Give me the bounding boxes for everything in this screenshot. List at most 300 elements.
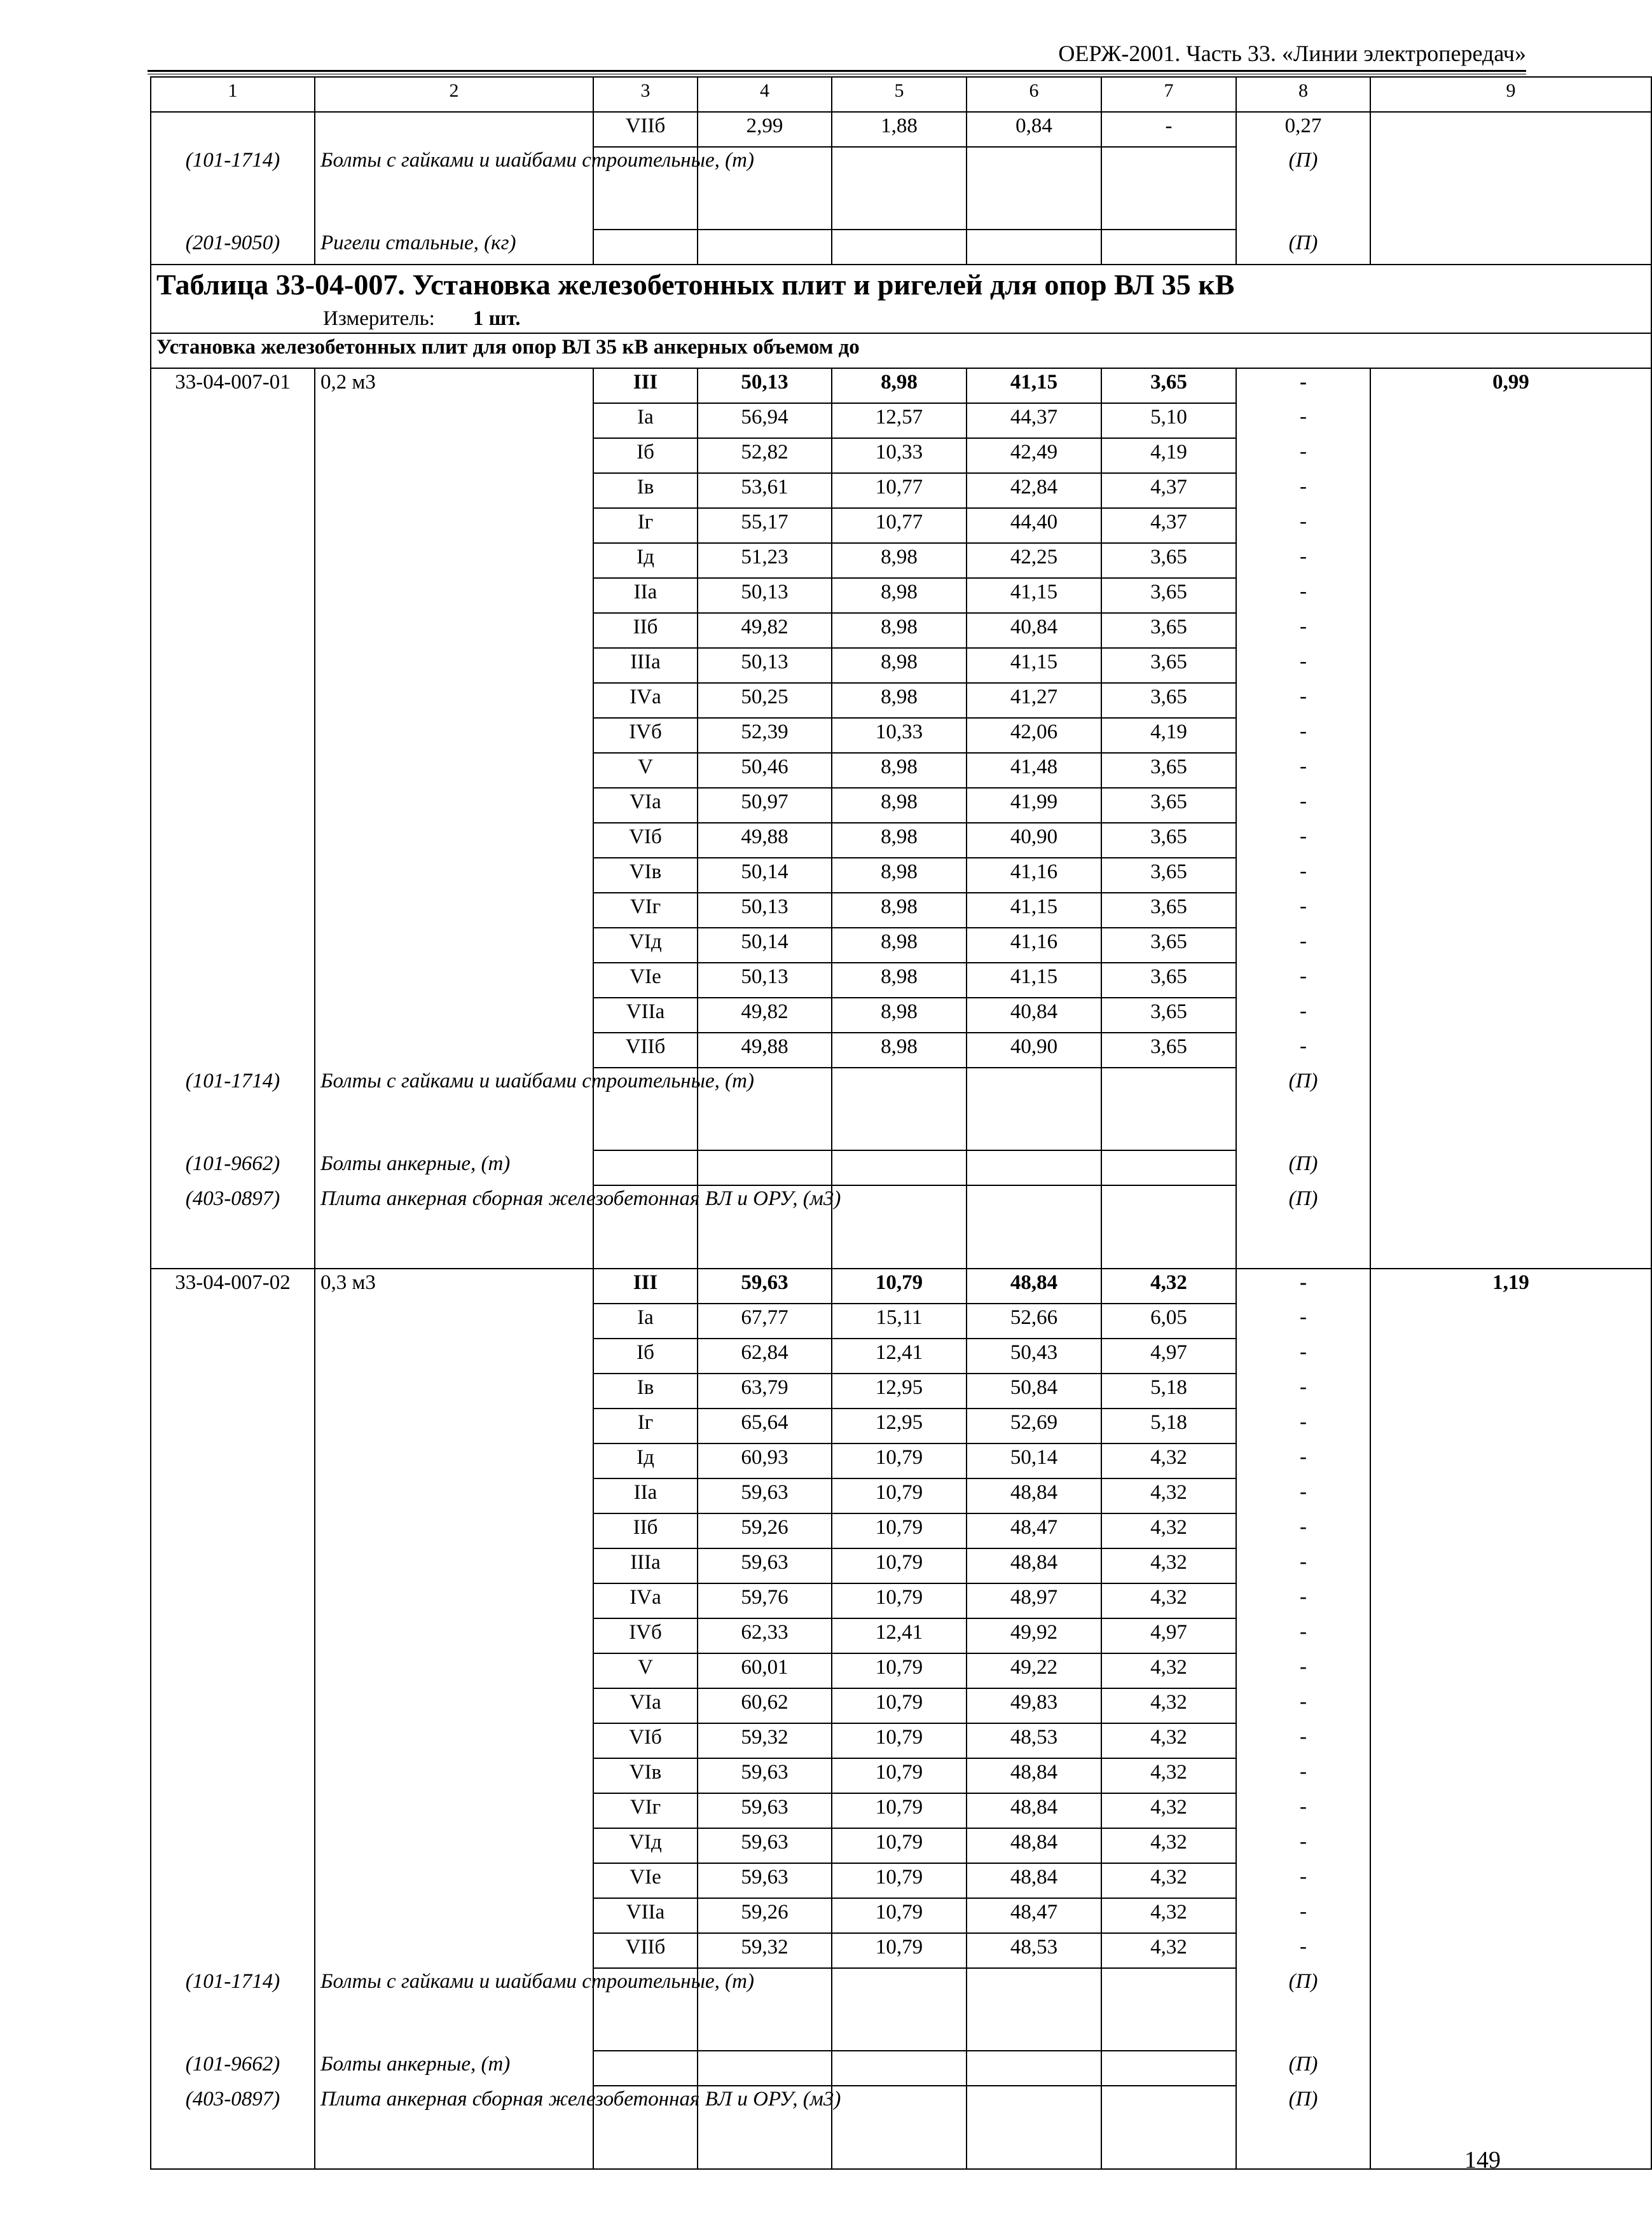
value-cell: 53,61 <box>698 473 832 508</box>
resource-name: Ригели стальные, (кг) <box>315 230 593 265</box>
zone-cell: VIа <box>593 1688 698 1723</box>
value-cell: 4,32 <box>1101 1548 1236 1583</box>
value-cell: 4,97 <box>1101 1618 1236 1653</box>
value-cell: 59,76 <box>698 1583 832 1618</box>
rate-row <box>151 823 1651 858</box>
carryover-resource-row <box>151 230 1651 265</box>
rate-row <box>151 1269 1651 1304</box>
value-cell: 49,92 <box>967 1618 1101 1653</box>
value-cell: 4,19 <box>1101 718 1236 753</box>
column-number: 7 <box>1101 77 1236 112</box>
value-cell: - <box>1236 368 1370 403</box>
value-cell: 49,88 <box>698 1033 832 1068</box>
zone-cell: IVб <box>593 718 698 753</box>
value-cell: - <box>1236 893 1370 928</box>
value-cell: 10,77 <box>832 473 967 508</box>
value-cell: 48,84 <box>967 1478 1101 1513</box>
rate-code: 33-04-007-02 <box>151 1269 315 1304</box>
zone-cell: Iа <box>593 1304 698 1339</box>
table-subtitle: Установка железобетонных плит для опор ВЛ 35 кВ анкерных объемом до <box>151 333 1651 368</box>
zone-cell: IVа <box>593 1583 698 1618</box>
value-cell: 50,46 <box>698 753 832 788</box>
value-cell: 4,32 <box>1101 1583 1236 1618</box>
value-cell: 60,62 <box>698 1688 832 1723</box>
value-cell: 65,64 <box>698 1409 832 1443</box>
value-cell: - <box>1236 1723 1370 1758</box>
rate-row <box>151 1793 1651 1828</box>
value-cell: 3,65 <box>1101 683 1236 718</box>
value-cell: 10,79 <box>832 1443 967 1478</box>
column-number-row <box>151 77 1651 112</box>
value-cell: 4,32 <box>1101 1688 1236 1723</box>
value-cell: - <box>1236 578 1370 613</box>
value-cell: 60,93 <box>698 1443 832 1478</box>
zone-cell: Iд <box>593 543 698 578</box>
value-cell: 48,84 <box>967 1758 1101 1793</box>
value-cell: 8,98 <box>832 753 967 788</box>
value-cell: 2,99 <box>698 112 832 147</box>
value-cell: 50,13 <box>698 648 832 683</box>
zone-cell: VIе <box>593 1863 698 1898</box>
value-cell: 40,90 <box>967 823 1101 858</box>
value-cell: - <box>1236 1409 1370 1443</box>
value-cell: 59,26 <box>698 1898 832 1933</box>
value-cell: 41,15 <box>967 893 1101 928</box>
carryover-resource-row <box>151 147 1651 230</box>
value-cell: 50,14 <box>967 1443 1101 1478</box>
zone-cell: Iв <box>593 1374 698 1409</box>
value-cell: 3,65 <box>1101 1033 1236 1068</box>
value-cell: 48,84 <box>967 1793 1101 1828</box>
rate-row <box>151 963 1651 998</box>
value-cell: - <box>1236 613 1370 648</box>
resource-name: Болты анкерные, (т) <box>315 2051 593 2086</box>
value-cell: 48,47 <box>967 1513 1101 1548</box>
zone-cell: VIв <box>593 858 698 893</box>
value-cell: 50,13 <box>698 893 832 928</box>
column-number: 5 <box>832 77 967 112</box>
value-cell: 3,65 <box>1101 753 1236 788</box>
value-cell: 4,32 <box>1101 1269 1236 1304</box>
value-cell: 56,94 <box>698 403 832 438</box>
rate-row <box>151 438 1651 473</box>
value-cell: 4,32 <box>1101 1513 1236 1548</box>
value-cell: 10,33 <box>832 718 967 753</box>
value-cell: - <box>1236 1898 1370 1933</box>
value-cell: - <box>1236 1828 1370 1863</box>
value-cell: 4,32 <box>1101 1793 1236 1828</box>
value-cell: - <box>1236 683 1370 718</box>
value-cell: - <box>1236 1548 1370 1583</box>
rate-row <box>151 858 1651 893</box>
value-cell: 4,32 <box>1101 1443 1236 1478</box>
value-cell: 4,32 <box>1101 1723 1236 1758</box>
resource-unit: (П) <box>1236 1185 1370 1269</box>
rate-row <box>151 648 1651 683</box>
rate-row <box>151 1828 1651 1863</box>
rate-row <box>151 1304 1651 1339</box>
rate-row <box>151 1653 1651 1688</box>
rate-row <box>151 1898 1651 1933</box>
value-cell: 3,65 <box>1101 893 1236 928</box>
meter-label: Измеритель: <box>323 307 435 330</box>
value-cell: 3,65 <box>1101 578 1236 613</box>
value-cell: 50,13 <box>698 368 832 403</box>
value-cell: 12,95 <box>832 1374 967 1409</box>
value-cell: - <box>1236 928 1370 963</box>
zone-cell: VIд <box>593 928 698 963</box>
column-number: 3 <box>593 77 698 112</box>
column-number: 8 <box>1236 77 1370 112</box>
value-cell: 48,47 <box>967 1898 1101 1933</box>
value-cell: - <box>1236 858 1370 893</box>
zone-cell: Iа <box>593 403 698 438</box>
zone-cell: VIе <box>593 963 698 998</box>
value-cell: - <box>1236 963 1370 998</box>
value-cell: - <box>1236 1339 1370 1374</box>
value-cell: 15,11 <box>832 1304 967 1339</box>
rate-row <box>151 1583 1651 1618</box>
value-cell: 12,41 <box>832 1339 967 1374</box>
resource-code: (101-9662) <box>151 1150 315 1185</box>
rate-row <box>151 1723 1651 1758</box>
zone-cell: Iг <box>593 1409 698 1443</box>
rate-row <box>151 368 1651 403</box>
column-number: 1 <box>151 77 315 112</box>
resource-name: Болты с гайками и шайбами строительные, (т) <box>315 147 593 230</box>
value-cell: 12,57 <box>832 403 967 438</box>
value-cell: - <box>1236 1758 1370 1793</box>
rates-table-body <box>151 77 1651 2169</box>
value-cell: 8,98 <box>832 998 967 1033</box>
value-cell: 8,98 <box>832 1033 967 1068</box>
subtitle-row <box>151 333 1651 368</box>
zone-cell: VIIб <box>593 112 698 147</box>
zone-cell: VIв <box>593 1758 698 1793</box>
page-number: 149 <box>1464 2147 1501 2173</box>
value-cell: 50,13 <box>698 578 832 613</box>
value-cell: 10,33 <box>832 438 967 473</box>
value-cell: 10,79 <box>832 1793 967 1828</box>
rate-row <box>151 1478 1651 1513</box>
value-cell: 49,88 <box>698 823 832 858</box>
value-cell: 49,82 <box>698 613 832 648</box>
rate-row <box>151 1443 1651 1478</box>
zone-cell: Iв <box>593 473 698 508</box>
header-rule <box>148 70 1526 72</box>
value-cell: 8,98 <box>832 543 967 578</box>
resource-name: Плита анкерная сборная железобетонная ВЛ и ОРУ, (м3) <box>315 1185 593 1269</box>
value-cell: 4,37 <box>1101 473 1236 508</box>
rate-coefficient: 1,19 <box>1370 1269 1651 1304</box>
zone-cell: IIб <box>593 613 698 648</box>
rate-row <box>151 578 1651 613</box>
value-cell: 8,98 <box>832 788 967 823</box>
value-cell: 3,65 <box>1101 648 1236 683</box>
zone-cell: V <box>593 753 698 788</box>
value-cell: 8,98 <box>832 578 967 613</box>
resource-row <box>151 1150 1651 1185</box>
value-cell: 4,19 <box>1101 438 1236 473</box>
value-cell: 3,65 <box>1101 928 1236 963</box>
column-number: 2 <box>315 77 593 112</box>
value-cell: 41,99 <box>967 788 1101 823</box>
value-cell: - <box>1236 1033 1370 1068</box>
zone-cell: VIа <box>593 788 698 823</box>
value-cell: 41,16 <box>967 928 1101 963</box>
value-cell: 42,84 <box>967 473 1101 508</box>
resource-code: (101-1714) <box>151 1068 315 1150</box>
rate-row <box>151 1339 1651 1374</box>
resource-unit: (П) <box>1236 1968 1370 2051</box>
meter-line <box>156 305 1646 333</box>
value-cell: 63,79 <box>698 1374 832 1409</box>
zone-cell: VIIа <box>593 998 698 1033</box>
value-cell: 60,01 <box>698 1653 832 1688</box>
resource-name: Плита анкерная сборная железобетонная ВЛ и ОРУ, (м3) <box>315 2086 593 2169</box>
rate-row <box>151 753 1651 788</box>
rate-row <box>151 788 1651 823</box>
resource-code: (201-9050) <box>151 230 315 265</box>
value-cell: 48,53 <box>967 1933 1101 1968</box>
value-cell: 5,18 <box>1101 1374 1236 1409</box>
value-cell: 4,32 <box>1101 1828 1236 1863</box>
rate-row <box>151 1513 1651 1548</box>
resource-unit: (П) <box>1236 1150 1370 1185</box>
value-cell: 8,98 <box>832 893 967 928</box>
value-cell: 50,43 <box>967 1339 1101 1374</box>
value-cell: 48,97 <box>967 1583 1101 1618</box>
value-cell: - <box>1236 1583 1370 1618</box>
value-cell: 41,27 <box>967 683 1101 718</box>
value-cell: 50,14 <box>698 858 832 893</box>
value-cell: 48,84 <box>967 1269 1101 1304</box>
value-cell: 59,63 <box>698 1269 832 1304</box>
value-cell: - <box>1236 648 1370 683</box>
value-cell: - <box>1236 1478 1370 1513</box>
resource-row <box>151 1068 1651 1150</box>
table-title-row <box>151 265 1651 333</box>
value-cell: - <box>1236 1688 1370 1723</box>
value-cell: 10,79 <box>832 1478 967 1513</box>
value-cell: - <box>1236 823 1370 858</box>
value-cell: 50,84 <box>967 1374 1101 1409</box>
value-cell: 41,15 <box>967 368 1101 403</box>
zone-cell: IIб <box>593 1513 698 1548</box>
resource-name: Болты с гайками и шайбами строительные, (т) <box>315 1968 593 2051</box>
value-cell: - <box>1101 112 1236 147</box>
value-cell: 10,79 <box>832 1653 967 1688</box>
rate-row <box>151 508 1651 543</box>
value-cell: 10,79 <box>832 1723 967 1758</box>
meter-value: 1 шт. <box>472 307 521 330</box>
rate-row <box>151 998 1651 1033</box>
value-cell: 10,79 <box>832 1758 967 1793</box>
zone-cell: VIб <box>593 823 698 858</box>
resource-unit: (П) <box>1236 230 1370 265</box>
value-cell: - <box>1236 1513 1370 1548</box>
value-cell: 4,32 <box>1101 1653 1236 1688</box>
value-cell: 3,65 <box>1101 823 1236 858</box>
resource-code: (101-1714) <box>151 1968 315 2051</box>
value-cell: - <box>1236 1304 1370 1339</box>
value-cell: 3,65 <box>1101 543 1236 578</box>
value-cell: 49,83 <box>967 1688 1101 1723</box>
column-number: 6 <box>967 77 1101 112</box>
value-cell: 0,27 <box>1236 112 1370 147</box>
value-cell: - <box>1236 718 1370 753</box>
value-cell: 59,63 <box>698 1478 832 1513</box>
rate-row <box>151 543 1651 578</box>
value-cell: 4,32 <box>1101 1758 1236 1793</box>
value-cell: 8,98 <box>832 648 967 683</box>
rate-row <box>151 1933 1651 1968</box>
rate-row <box>151 718 1651 753</box>
resource-name: Болты с гайками и шайбами строительные, (т) <box>315 1068 593 1150</box>
value-cell: 44,37 <box>967 403 1101 438</box>
value-cell: - <box>1236 1793 1370 1828</box>
value-cell: 4,32 <box>1101 1898 1236 1933</box>
rate-row <box>151 1409 1651 1443</box>
rate-row <box>151 403 1651 438</box>
value-cell: 3,65 <box>1101 788 1236 823</box>
value-cell: 52,69 <box>967 1409 1101 1443</box>
value-cell: 12,41 <box>832 1618 967 1653</box>
resource-unit: (П) <box>1236 2086 1370 2169</box>
value-cell: 48,53 <box>967 1723 1101 1758</box>
resource-row <box>151 2086 1651 2169</box>
value-cell: - <box>1236 753 1370 788</box>
value-cell: 8,98 <box>832 858 967 893</box>
value-cell: 10,79 <box>832 1269 967 1304</box>
value-cell: - <box>1236 1618 1370 1653</box>
value-cell: 49,82 <box>698 998 832 1033</box>
value-cell: - <box>1236 1374 1370 1409</box>
zone-cell: VIIа <box>593 1898 698 1933</box>
value-cell: 8,98 <box>832 963 967 998</box>
value-cell: 8,98 <box>832 368 967 403</box>
running-header: ОЕРЖ-2001. Часть 33. «Линии электропередач» <box>1058 41 1526 66</box>
rate-row <box>151 893 1651 928</box>
rate-coefficient: 0,99 <box>1370 368 1651 403</box>
value-cell: 59,63 <box>698 1548 832 1583</box>
rate-row <box>151 1374 1651 1409</box>
zone-cell: IIа <box>593 578 698 613</box>
value-cell: 40,84 <box>967 613 1101 648</box>
value-cell: 3,65 <box>1101 368 1236 403</box>
value-cell: 52,66 <box>967 1304 1101 1339</box>
value-cell: 49,22 <box>967 1653 1101 1688</box>
zone-cell: V <box>593 1653 698 1688</box>
value-cell: 59,63 <box>698 1793 832 1828</box>
value-cell: 41,48 <box>967 753 1101 788</box>
value-cell: - <box>1236 1863 1370 1898</box>
value-cell: 42,25 <box>967 543 1101 578</box>
value-cell: - <box>1236 438 1370 473</box>
value-cell: 41,15 <box>967 648 1101 683</box>
value-cell: - <box>1236 403 1370 438</box>
value-cell: 42,06 <box>967 718 1101 753</box>
value-cell: - <box>1236 1443 1370 1478</box>
value-cell: 40,90 <box>967 1033 1101 1068</box>
value-cell: 0,84 <box>967 112 1101 147</box>
value-cell: 4,32 <box>1101 1478 1236 1513</box>
carryover-zone-row <box>151 112 1651 147</box>
rate-name: 0,3 м3 <box>315 1269 593 1304</box>
zone-cell: III <box>593 368 698 403</box>
value-cell: 44,40 <box>967 508 1101 543</box>
rate-row <box>151 683 1651 718</box>
zone-cell: IVб <box>593 1618 698 1653</box>
value-cell: 48,84 <box>967 1828 1101 1863</box>
value-cell: 50,14 <box>698 928 832 963</box>
resource-unit: (П) <box>1236 147 1370 230</box>
value-cell: 12,95 <box>832 1409 967 1443</box>
value-cell: 59,32 <box>698 1933 832 1968</box>
value-cell: 48,84 <box>967 1863 1101 1898</box>
value-cell: 42,49 <box>967 438 1101 473</box>
value-cell: - <box>1236 543 1370 578</box>
value-cell: 48,84 <box>967 1548 1101 1583</box>
resource-unit: (П) <box>1236 2051 1370 2086</box>
value-cell: 10,77 <box>832 508 967 543</box>
value-cell: 4,37 <box>1101 508 1236 543</box>
zone-cell: III <box>593 1269 698 1304</box>
rates-table <box>150 76 1652 2170</box>
value-cell: 50,13 <box>698 963 832 998</box>
value-cell: 6,05 <box>1101 1304 1236 1339</box>
value-cell: 10,79 <box>832 1828 967 1863</box>
value-cell: 8,98 <box>832 928 967 963</box>
zone-cell: IIIа <box>593 1548 698 1583</box>
zone-cell: VIIб <box>593 1933 698 1968</box>
rate-name: 0,2 м3 <box>315 368 593 403</box>
value-cell: 3,65 <box>1101 963 1236 998</box>
value-cell: 3,65 <box>1101 998 1236 1033</box>
value-cell: - <box>1236 998 1370 1033</box>
value-cell: 41,16 <box>967 858 1101 893</box>
value-cell: 10,79 <box>832 1583 967 1618</box>
value-cell: 10,79 <box>832 1863 967 1898</box>
value-cell: 8,98 <box>832 683 967 718</box>
column-number: 4 <box>698 77 832 112</box>
resource-row <box>151 2051 1651 2086</box>
table-title: Таблица 33-04-007. Установка железобетонных плит и ригелей для опор ВЛ 35 кВ <box>156 268 1235 301</box>
resource-code: (403-0897) <box>151 2086 315 2169</box>
value-cell: 5,10 <box>1101 403 1236 438</box>
rate-row <box>151 1548 1651 1583</box>
resource-code: (403-0897) <box>151 1185 315 1269</box>
zone-cell: Iг <box>593 508 698 543</box>
value-cell: 59,26 <box>698 1513 832 1548</box>
rate-row <box>151 1688 1651 1723</box>
value-cell: - <box>1236 1269 1370 1304</box>
resource-row <box>151 1968 1651 2051</box>
value-cell: 41,15 <box>967 963 1101 998</box>
resource-code: (101-1714) <box>151 147 315 230</box>
value-cell: 55,17 <box>698 508 832 543</box>
value-cell: 3,65 <box>1101 858 1236 893</box>
zone-cell: VIб <box>593 1723 698 1758</box>
rate-row <box>151 1758 1651 1793</box>
rate-row <box>151 1033 1651 1068</box>
value-cell: 4,97 <box>1101 1339 1236 1374</box>
value-cell: 1,88 <box>832 112 967 147</box>
zone-cell: IIа <box>593 1478 698 1513</box>
value-cell: 10,79 <box>832 1513 967 1548</box>
resource-unit: (П) <box>1236 1068 1370 1150</box>
value-cell: 62,84 <box>698 1339 832 1374</box>
